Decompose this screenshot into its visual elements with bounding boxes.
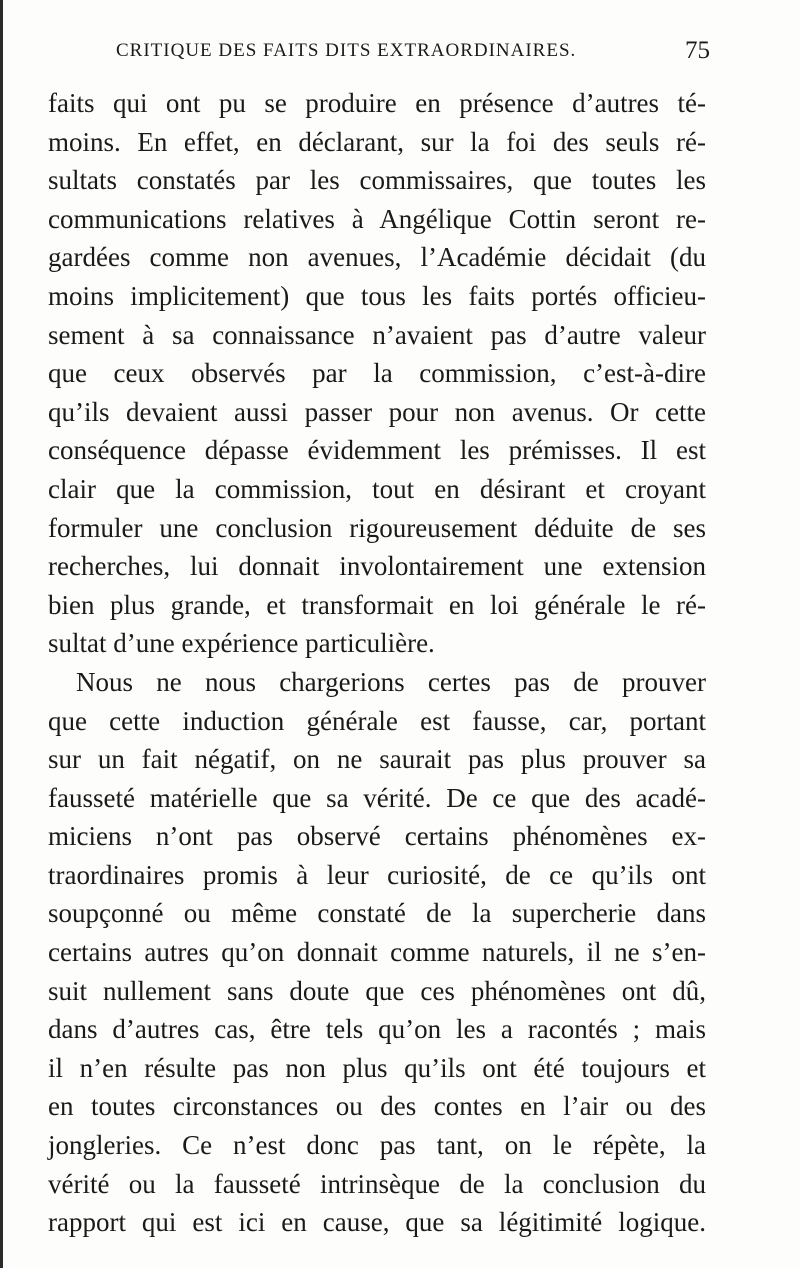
text-line: bien plus grande, et transformait en loi générale le ré-	[48, 589, 706, 620]
paragraph-end-line: sultat d’une expérience particulière.	[48, 628, 435, 659]
page-number: 75	[685, 37, 710, 64]
text-line: sultats constatés par les commissaires, que toutes les	[48, 165, 706, 196]
text-line: moins. En effet, en déclarant, sur la foi des seuls ré-	[48, 126, 706, 157]
text-line: communications relatives à Angélique Cottin seront re-	[48, 203, 706, 234]
text-line: formuler une conclusion rigoureusement déduite de ses	[48, 512, 706, 543]
text-line: fausseté matérielle que sa vérité. De ce que des acadé-	[48, 782, 706, 813]
text-line: soupçonné ou même constaté de la supercherie dans	[48, 898, 706, 929]
text-line: qu’ils devaient aussi passer pour non avenus. Or cette	[48, 396, 706, 427]
text-line: gardées comme non avenues, l’Académie décidait (du	[48, 242, 706, 273]
text-line: miciens n’ont pas observé certains phénomènes ex-	[48, 821, 706, 852]
text-line: conséquence dépasse évidemment les prémisses. Il est	[48, 435, 706, 466]
text-line: que ceux observés par la commission, c’est-à-dire	[48, 358, 706, 389]
text-line: sur un fait négatif, on ne saurait pas plus prouver sa	[48, 744, 706, 775]
text-line: recherches, lui donnait involontairement une extension	[48, 551, 706, 582]
text-line: dans d’autres cas, être tels qu’on les a racontés ; mais	[48, 1014, 706, 1045]
page-header	[116, 37, 710, 80]
body-text	[48, 84, 706, 1242]
text-line: moins implicitement) que tous les faits portés officieu-	[48, 280, 706, 311]
text-line: suit nullement sans doute que ces phénomènes ont dû,	[48, 975, 706, 1006]
text-line: faits qui ont pu se produire en présence d’autres té-	[48, 88, 706, 118]
text-line: traordinaires promis à leur curiosité, de ce qu’ils ont	[48, 859, 706, 890]
page-edge	[0, 0, 3, 1268]
text-line: que cette induction générale est fausse, car, portant	[48, 705, 706, 736]
text-line: rapport qui est ici en cause, que sa légitimité logique.	[48, 1207, 706, 1238]
text-line: sement à sa connaissance n’avaient pas d’autre valeur	[48, 319, 706, 350]
text-line: jongleries. Ce n’est donc pas tant, on le répète, la	[48, 1130, 706, 1161]
text-line: clair que la commission, tout en désirant et croyant	[48, 473, 706, 504]
running-head: CRITIQUE DES FAITS DITS EXTRAORDINAIRES.	[116, 40, 577, 61]
text-line: certains autres qu’on donnait comme naturels, il ne s’en-	[48, 937, 706, 968]
text-line: il n’en résulte pas non plus qu’ils ont été toujours et	[48, 1052, 706, 1083]
text-line: vérité ou la fausseté intrinsèque de la conclusion du	[48, 1168, 706, 1199]
paragraph-start-line: Nous ne nous chargerions certes pas de prouver	[76, 666, 706, 697]
text-line: en toutes circonstances ou des contes en l’air ou des	[48, 1091, 706, 1122]
